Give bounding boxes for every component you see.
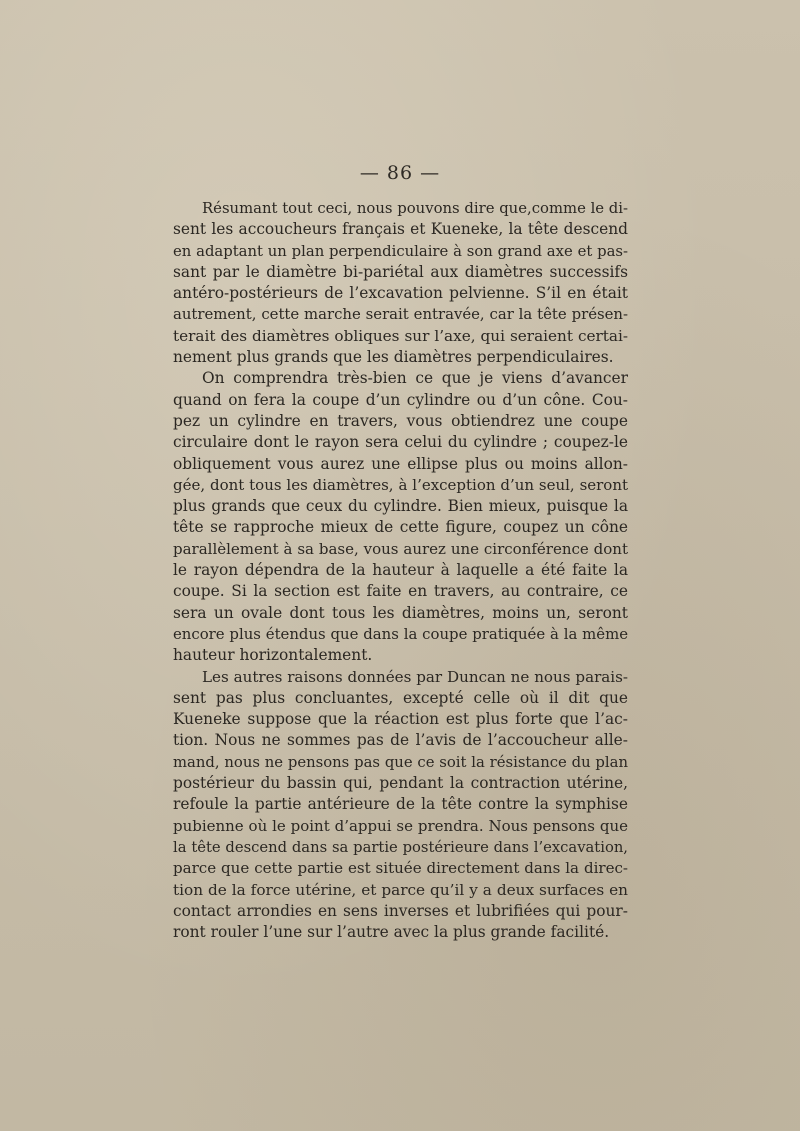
text-line: Résumant tout ceci, nous pouvons dire que,comme le di- — [202, 200, 629, 217]
text-line: postérieur du bassin qui, pendant la contraction utérine, — [173, 774, 628, 793]
text-line: sera un ovale dont tous les diamètres, moins un, seront — [173, 603, 628, 622]
text-line: sent pas plus concluantes, excepté celle où il dit que — [173, 688, 628, 707]
text-line: plus grands que ceux du cylindre. Bien mieux, puisque la — [173, 497, 628, 516]
text-line: Kueneke suppose que la réaction est plus forte que l’ac- — [173, 710, 628, 729]
text-line: ront rouler l’une sur l’autre avec la plus grande facilité. — [173, 923, 610, 942]
text-line: contact arrondies en sens inverses et lubrifiées qui pour- — [173, 901, 628, 920]
text-line: Les autres raisons données par Duncan ne nous parais- — [202, 667, 628, 686]
text-line: mand, nous ne pensons pas que ce soit la résistance du plan — [173, 753, 628, 771]
text-line: nement plus grands que les diamètres perpendiculaires. — [173, 348, 614, 367]
text-line: parallèlement à sa base, vous aurez une circonférence dont — [173, 539, 628, 558]
text-line: circulaire dont le rayon sera celui du cylindre ; coupez-le — [173, 433, 628, 452]
text-line: encore plus étendus que dans la coupe pratiquée à la même — [173, 624, 628, 643]
text-line: obliquement vous aurez une ellipse plus ou moins allon- — [173, 454, 628, 473]
text-line: le rayon dépendra de la hauteur à laquelle a été faite la — [173, 561, 628, 580]
text-line: sant par le diamètre bi-pariétal aux diamètres successifs — [173, 262, 628, 281]
body-text — [173, 198, 628, 943]
page-number: — 86 — — [359, 162, 441, 184]
text-line: tion. Nous ne sommes pas de l’avis de l’accoucheur alle- — [173, 731, 628, 750]
text-line: pez un cylindre en travers, vous obtiendrez une coupe — [173, 411, 628, 430]
text-line: antéro-postérieurs de l’excavation pelvienne. S’il en était — [173, 284, 628, 303]
text-line: tête se rapproche mieux de cette figure, coupez un cône — [173, 518, 628, 537]
text-line: quand on fera la coupe d’un cylindre ou d’un cône. Cou- — [173, 390, 628, 409]
text-line: parce que cette partie est située directement dans la direc- — [173, 859, 628, 878]
text-line: gée, dont tous les diamètres, à l’exception d’un seul, seront — [173, 475, 628, 494]
text-line: en adaptant un plan perpendiculaire à son grand axe et pas- — [173, 242, 628, 260]
text-line: la tête descend dans sa partie postérieure dans l’excavation, — [173, 838, 628, 856]
text-line: autrement, cette marche serait entravée, car la tête présen- — [173, 305, 628, 324]
text-line: coupe. Si la section est faite en travers, au contraire, ce — [173, 582, 628, 601]
text-line: tion de la force utérine, et parce qu’il y a deux surfaces en — [173, 880, 628, 899]
text-line: hauteur horizontalement. — [173, 646, 373, 665]
text-line: pubienne où le point d’appui se prendra. Nous pensons que — [173, 816, 628, 835]
text-line: refoule la partie antérieure de la tête contre la symphise — [173, 795, 628, 814]
text-line: sent les accoucheurs français et Kueneke, la tête descend — [173, 220, 628, 239]
text-line: On comprendra très-bien ce que je viens d’avancer — [202, 369, 628, 388]
text-line: terait des diamètres obliques sur l’axe, qui seraient certai- — [173, 326, 628, 345]
